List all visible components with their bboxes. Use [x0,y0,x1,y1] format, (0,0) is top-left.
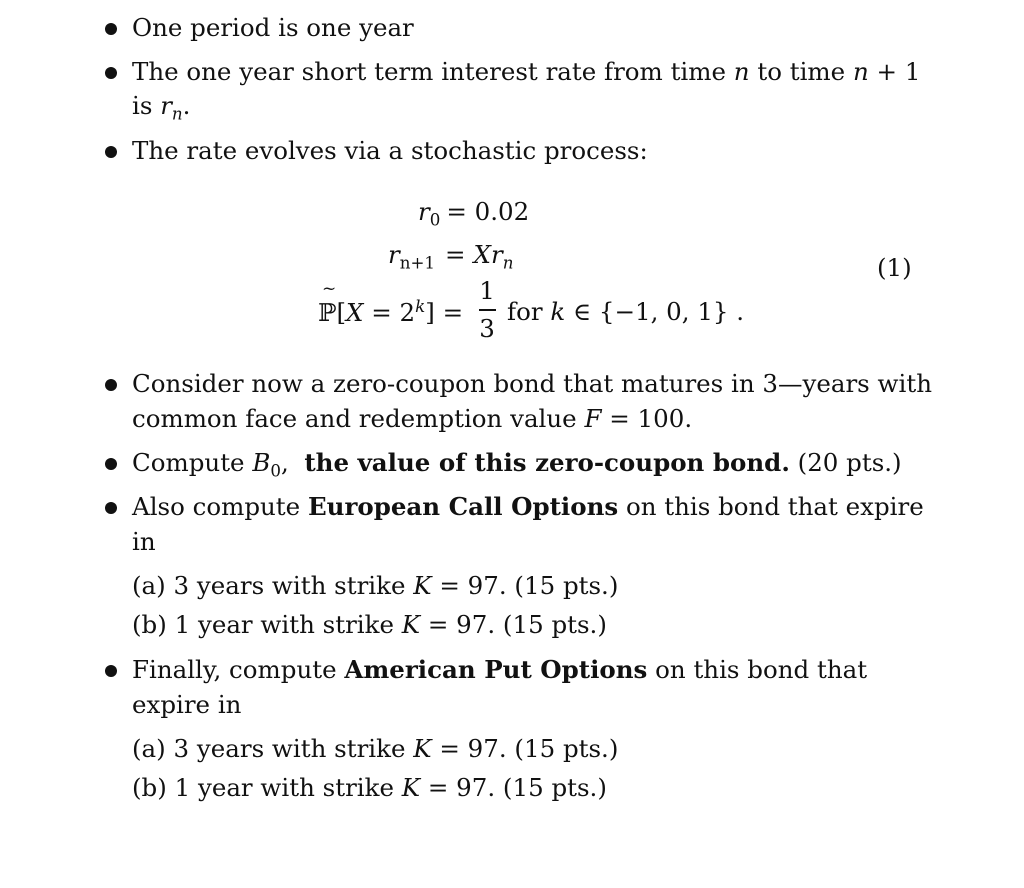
list-item [132,773,607,804]
bullet-dot-5 [105,458,117,470]
bullet-text-3: The rate evolves via a stochastic process: [132,136,648,165]
equation-line-3-left [318,297,463,329]
math-sub-n: n [171,104,183,124]
equation-set: ∈ {−1, 0, 1} . [565,297,745,326]
math-F: F [584,404,602,433]
math-X: X [473,240,491,269]
math-k: k [550,297,566,326]
math-r: r [418,197,430,226]
equation-text: = 2 [363,298,416,328]
equation-line-3-right [507,297,744,328]
fraction-numerator: 1 [479,276,495,305]
bullet-dot-6 [105,502,117,514]
text-span: on this bond that [647,655,868,684]
bullet-dot-2 [105,67,117,79]
bullet-text-7-line1 [132,655,867,686]
math-B: B [252,448,271,477]
math-X: X [346,298,364,328]
text-span: , [280,448,289,477]
math-r: r [388,240,400,269]
math-K: K [413,571,432,600]
bullet-text-6-line1 [132,492,924,523]
points-label: (20 pts.) [797,448,902,477]
bullet-dot-7 [105,665,117,677]
text-span: = 97. (15 pts.) [420,610,607,639]
text-span: Compute [132,448,253,477]
item-label: (a) [132,734,166,763]
math-K: K [413,734,432,763]
text-span: to time [749,57,853,86]
equation-line-1 [418,197,529,231]
text-span: 3 years with strike [173,734,414,763]
math-sub-n-plus-1: n+1 [399,253,435,273]
text-span: is [132,91,161,120]
math-sub-0: 0 [429,210,441,230]
math-sup-k: k [415,297,426,316]
fraction-denominator: 3 [479,314,495,343]
text-span: The one year short term interest rate from time [132,57,734,86]
math-r: r [160,91,172,120]
text-span: 1 year with strike [174,773,402,802]
equation-rhs: = 0.02 [446,197,530,226]
math-sub-n: n [502,253,514,273]
text-span: . [182,91,191,120]
bullet-text-6-line2: in [132,527,156,556]
bullet-text-2-line2 [132,91,190,125]
bullet-dot-3 [105,146,117,158]
text-span: Also compute [132,492,308,521]
text-span: + 1 [868,57,921,86]
bullet-dot-1 [105,23,117,35]
item-label: (b) [132,773,167,802]
bullet-text-2-line1 [132,57,920,88]
math-r: r [490,240,503,269]
bullet-text-1: One period is one year [132,13,414,42]
equation-line-2 [388,240,513,274]
text-span: 3 years with strike [173,571,414,600]
math-K: K [401,773,421,802]
text-span: = 97. (15 pts.) [431,571,619,600]
math-K: K [401,610,421,639]
tilde-accent: ~ [322,279,337,299]
list-item [132,571,618,602]
item-label: (a) [132,571,166,600]
math-n: n [852,57,869,86]
text-span: = 97. (15 pts.) [420,773,607,802]
bullet-text-4-line2 [132,404,692,435]
bold-text: European Call Options [307,492,619,521]
bullet-text-4-line1: Consider now a zero-coupon bond that matures in 3—years with [132,369,932,398]
text-span: on this bond that expire [618,492,924,521]
bullet-dot-4 [105,379,117,391]
equation-text: for [507,297,551,326]
math-sub-0: 0 [270,461,281,481]
text-span: common face and redemption value [132,404,585,433]
list-item [132,734,618,765]
fraction-bar [479,309,496,311]
item-label: (b) [132,610,167,639]
bold-text: the value of this zero-coupon bond. [304,448,790,477]
bracket-open: [ [336,298,346,328]
text-span: 1 year with strike [174,610,402,639]
equation-number: (1) [877,253,912,282]
list-item [132,610,607,641]
bold-text: American Put Options [344,655,648,684]
equals-sign: = [445,240,466,269]
text-span: Finally, compute [132,655,345,684]
text-span: = 100. [601,404,693,433]
bullet-text-5 [132,448,902,482]
probability-symbol: ℙ [318,298,337,328]
bracket-close: ] = [425,298,464,328]
bullet-text-7-line2: expire in [132,690,242,719]
math-n: n [733,57,750,86]
text-span: = 97. (15 pts.) [431,734,619,763]
